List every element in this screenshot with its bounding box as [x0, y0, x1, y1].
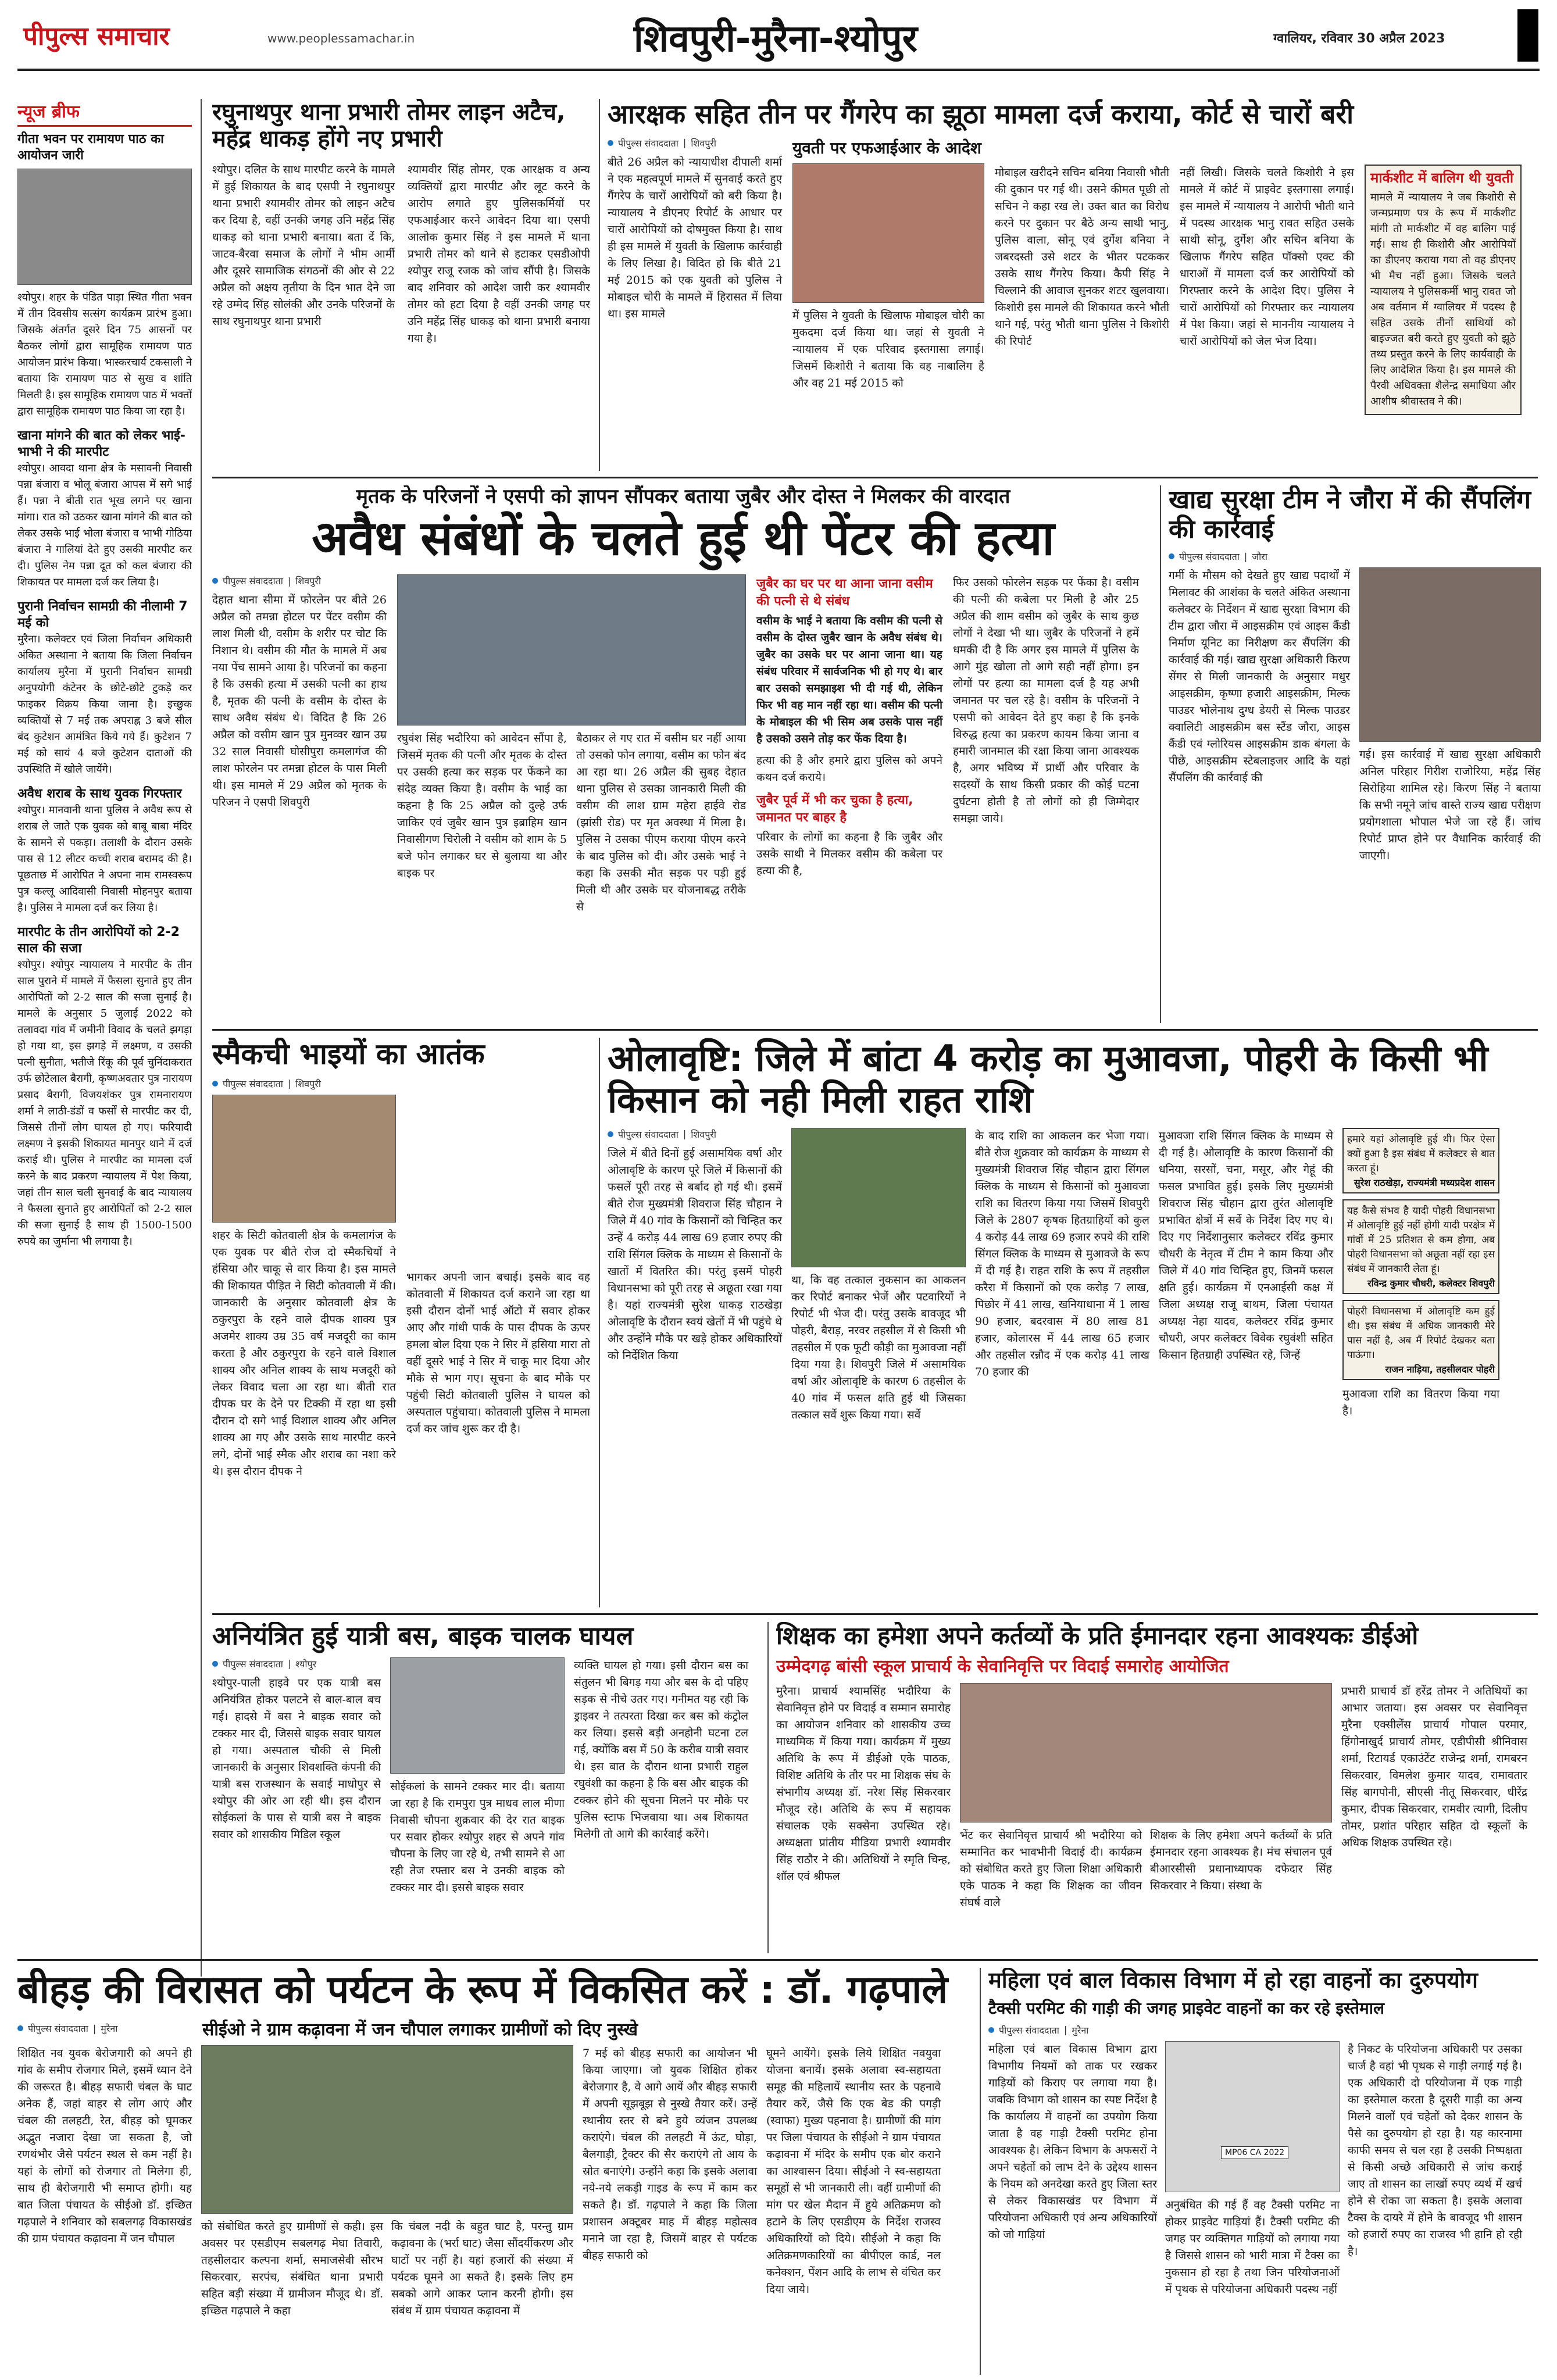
byline-dot-icon	[608, 1131, 613, 1137]
column-divider	[980, 1968, 981, 2375]
quote-text: हमारे यहां ओलावृष्टि हुई थी। फिर ऐसा क्यों हुआ है इस संबंध में कलेक्टर से बात करता हूं।	[1347, 1133, 1495, 1174]
masthead	[17, 7, 1540, 71]
story-column: घूमने आयेंगे। इसके लिये शिक्षित नवयुवा योजना बनायें। इसके अलावा स्व-सहायता समूह की महिलायें स्थानीय स्तर के पहनावे तैयार करें, जैसे कि एक बेड की पगड़ी (स्वाफा) मुख्य पहनावा है। ग्रामीणों की मांग पर जिला पंचायत के सीईओ ने ग्राम पंचायत कढ़ावना में मंदिर के समीप एक बोर कराने का आश्वासन दिया। सीईओ ने स्व-सहायता समूहों से भी जानकारी ली। वहीं ग्रामीणों की मांग पर खेल मैदान में हुये अतिक्रमण को हटाने के लिए एसडीएम के निर्देश राजस्व अधिकारियों को दिये। सीईओ ने कहा कि अतिक्रमणकारियों का बीपीएल कार्ड, नल कनेक्शन, पेंशन आदि के लाभ से वंचित कर दिया जाये।	[766, 2046, 941, 2296]
story-column: वसीम के भाई ने बताया कि वसीम की पत्नी से वसीम के दोस्त जुबैर खान के अवैध संबंध थे। जुबैर का उसके घर पर आना जाना था। यह संबंध परिवार में सार्वजनिक भी हो गए थे। बार बार उसको समझाइश भी दी गई थी, लेकिन फिर भी वह मान नहीं रहा था। वसीम की पत्नी के मोबाइल की भी सिम अब उसके पास नहीं है उसको उसने तोड़ कर फेंक दिया है।	[756, 614, 942, 746]
story-column: श्योपुर-पाली हाइवे पर एक यात्री बस अनियंत्रित होकर पलटने से बाल-बाल बच गई। हादसे में बस ने बाइक सवार को टक्कर मार दी, जिससे बाइक सवार घायल हो गया। अस्पताल चौकी से मिली जानकारी के अनुसार शिवशक्ति कंपनी की यात्री बस राजस्थान के सवाई माधोपुर से श्योपुर की ओर आ रही थी। इस दौरान सोईकलां के पास से यात्री बस ने बाइक सवार को शासकीय मिडिल स्कूल	[212, 1676, 381, 1841]
beehad-tourism-story	[17, 1968, 971, 2375]
byline-dot-icon	[212, 578, 218, 584]
story-headline[interactable]: स्मैकची भाइयों का आतंक	[212, 1038, 485, 1071]
brief-title: अवैध शराब के साथ युवक गिरफ्तार	[17, 787, 182, 801]
story-column: शिक्षक के लिए हमेशा अपने कर्तव्यों के प्रति ईमानदार रहना आवश्यक है। मंच संचालन पूर्व बीआरसीसी प्रधानाध्यापक दफेदार सिंह सिकरवार ने किया। संस्था के	[1150, 1829, 1332, 1893]
story-column: बैठाकर ले गए रात में वसीम घर नहीं आया तो उसको फोन लगाया, वसीम का फोन बंद आ रहा था। 26 अप्रैल की सुबह देहात थाना पुलिस से उसका जानकारी मिली की वसीम की लाश ग्राम महेरा हाईवे रोड (झांसी रोड) पर मृत अवस्था में मिला है। पुलिस ने उसका पीएम कराया पीएम करने के बाद पुलिस को दी। और उसके भाई ने कहा कि उसकी मौत सड़क पर पड़ी हुई मिली थी और उसके घर योजनाबद्ध तरीके से	[576, 732, 746, 914]
quote-box	[1342, 1199, 1499, 1294]
police-station-photo	[792, 163, 984, 303]
story-column: व्यक्ति घायल हो गया। इसी दौरान बस का संतुलन भी बिगड़ गया और बस के दो पहिए सड़क से नीचे उतर गए। गनीमत यह रही कि ड्राइवर ने तत्परता दिखा कर बस को कंट्रोल कर लिया। इससे बड़ी अनहोनी घटना टल गई, क्योंकि बस में 50 के करीब यात्री सवार थे। इस बात के दौरान थाना प्रभारी राहुल रघुवंशी का कहना है कि बस और बाइक की टक्कर होने की सूचना मिलने पर मौके पर पुलिस स्टाफ भिजवाया था। अब शिकायत मिलेगी तो आगे की कार्रवाई करेंगे।	[574, 1659, 748, 1841]
story-headline[interactable]: अवैध संबंधों के चलते हुई थी पेंटर की हत्या	[312, 511, 1055, 567]
brief-item	[17, 131, 192, 420]
story-column: देहात थाना सीमा में फोरलेन पर बीते 26 अप्रैल को तमन्ना होटल पर पेंटर वसीम की लाश मिली थी, वसीम के शरीर पर चोट कि निशान थे। वसीम की मौत के मामले में अब नया पेंच सामने आया है। परिजनों का कहना है कि उसकी हत्या में उसकी पत्नी का हाथ है, मृतक की पत्नी के वसीम के दोस्त के साथ अवैध संबंध थे। विदित है कि 26 अप्रैल को वसीम खान पुत्र मुनव्वर खान उम्र 32 साल निवासी घोसीपुरा कमलागंज की लाश फोरलेन पर तमन्ना होटल के पास मिली थी। इस मामले में 29 अप्रैल को मृतक के परिजन ने एसपी शिवपुरी	[212, 594, 387, 809]
story-column: को संबोधित करते हुए ग्रामीणों से कही। इस अवसर पर एसडीएम सबलगढ़ मेघा तिवारी, तहसीलदार कल्पना शर्मा, समाजसेवी सौरभ सिकरवार, सरपंच, संबंधित थाना प्रभारी सहित बड़ी संख्या में ग्रामीजन मौजूद थे। डॉ. इच्छित गढ़पाले ने कहा	[201, 2220, 383, 2317]
brief-body: मुरैना। कलेक्टर एवं जिला निर्वाचन अधिकारी अंकित अस्थाना ने बताया कि जिला निर्वाचन कार्यालय मुरैना में पुरानी निर्वाचन सामग्री अनुपयोगी कंटेनर के छोटे-छोटे टुकड़े कर फाइकर विक्रय किया जाना है। इच्छुक व्यक्तियों से 7 मई तक अपराह्न 3 बजे सील बंद कुटेशन आमंत्रित किये गये हैं। कुटेशन 7 मई को सायं 4 बजे कुटेशन दाताओं की उपस्थिति में खोले जायेंगे।	[17, 633, 192, 776]
brief-title: पुरानी निर्वाचन सामग्री की नीलामी 7 मई को	[17, 599, 188, 630]
food-safety-story	[1169, 485, 1541, 1023]
column-divider	[599, 1038, 600, 1607]
story-column: श्यामवीर सिंह तोमर, एक आरक्षक व अन्य व्यक्तियों द्वारा मारपीट और लूट करने के आरोप लगाते हुए पुलिसकर्मियों पर एफआईआर करने आवेदन दिया था। एसपी आलोक कुमार सिंह ने इस मामले में थाना प्रभारी तोमर को थाने से हटाकर एसडीओपी श्योपुर राजू रजक को जांच सौंपी है। जिसके बाद शनिवार को आदेश जारी कर श्यामवीर तोमर को हटा दिया है वहीं उनकी जगह पर उनि महेंद्र सिंह धाकड़ को थाना प्रभारी बनाया गया है।	[408, 163, 590, 345]
story-column: है निकट के परियोजना अधिकारी पर उसका चार्ज है वहां भी पृथक से गाड़ी लगाई गई है। एक अधिकारी दो परियोजना में एक गाड़ी का इस्तेमाल करता है दूसरी गाड़ी का अन्य मिलने वालों एवं चहेतों को देकर शासन के पैसे का दुरुपयोग हो रहा है। यह कारनामा काफी समय से चल रहा है उसकी निष्पक्षता से किसी अच्छे अधिकारी से जांच कराई जाए तो शासन का लाखों रुपए व्यर्थ में खर्च होने से रोका जा सकता है। इसके अलावा टैक्स के दायरे में होने के बावजूद भी शासन को हजारों रुपए का राजस्व भी हानि हो रही है।	[1348, 2042, 1522, 2258]
quote-author: सुरेश राठखेड़ा, राज्यमंत्री मध्यप्रदेश शासन	[1354, 1177, 1495, 1188]
byline-dot-icon	[17, 2025, 23, 2031]
column-divider	[1160, 485, 1161, 1023]
story-column: मुआवजा राशि सिंगल क्लिक के माध्यम से दी गई है। ओलावृष्टि के कारण किसानों की धनिया, सरसों, चना, मसूर, और गेहूं की फसल प्रभावित हुई। इसके लिए मुख्यमंत्री शिवराज सिंह चौहान द्वारा तुरंत ओलावृष्टि प्रभावित क्षेत्रों में सर्वे के निर्देश दिए गए थे। दिए गए निर्देशानुसार कलेक्टर रविंद्र कुमार चौधरी के नेतृत्व में टीम ने काम किया और जिले में 40 गांव चिन्हित हुए, जिनमें फसल क्षति हुई। कार्यक्रम में एनआईसी कक्ष में जिला अध्यक्ष राजू बाथम, जिला पंचायत अध्यक्ष नेहा यादव, कलेक्टर रविंद्र कुमार चौधरी, अपर कलेक्टर विवेक रघुवंशी सहित किसान हितग्राही उपस्थित रहे, जिन्हें	[1159, 1129, 1333, 1361]
story-column: मुआवजा राशि का वितरण किया गया है।	[1342, 1387, 1499, 1417]
story-column: श्योपुर। दलित के साथ मारपीट करने के मामले में हुई शिकायत के बाद एसपी ने रघुनाथपुर थाना प्रभारी श्यामवीर तोमर को लाइन अटैच कर दिया है, वहीं उनकी जगह उनि महेंद्र सिंह धाकड़ को थाना प्रभारी बनाया। बता दें कि, जाटव-बैरवा समाज के लोगों ने भीम आर्मी और दूसरे सामाजिक संगठनों की ओर से 22 अप्रैल को अक्षय तृतीया के दिन भात देने जा रहे उम्मेद सिंह सोलंकी और उनके परिजनों के साथ रघुनाथपुर थाना प्रभारी	[212, 163, 395, 328]
story-headline[interactable]: महिला एवं बाल विकास विभाग में हो रहा वाहनों का दुरुपयोग	[988, 1968, 1478, 1993]
story-headline[interactable]: खाद्य सुरक्षा टीम ने जौरा में की सैंपलिंग की कार्रवाई	[1169, 485, 1531, 544]
injured-man-photo	[212, 1095, 396, 1223]
story-headline[interactable]: आरक्षक सहित तीन पर गैंगरेप का झूठा मामला दर्ज कराया, कोर्ट से चारों बरी	[608, 99, 1354, 130]
story-column: के बाद राशि का आकलन कर भेजा गया। बीते रोज शुक्रवार को कार्यक्रम के माध्यम से मुख्यमंत्री शिवराज सिंह चौहान द्वारा सिंगल क्लिक के माध्यम से किसानों को मुआवजा राशि का वितरण किया गया जिसमें शिवपुरी जिले के 2807 कृषक हितग्राहियों को कुल 4 करोड़ 44 लाख 69 हजार रुपये की राशि सिंगल क्लिक के माध्यम से मुआवजे के रूप में दी गई है। राहत राशि के रूप में तहसील करैरा में किसानों को एक करोड़ 7 लाख, पिछोर में 41 लाख, खनियाधाना में 1 लाख 90 हजार, बदरवास में 80 लाख 81 हजार, कोलारस में 44 लाख 65 हजार और तहसील रन्नौद में एक करोड़ 41 लाख 70 हजार की	[975, 1129, 1149, 1378]
hail-compensation-story	[608, 1038, 1538, 1607]
brief-body: श्योपुर। शहर के पंडित पाड़ा स्थित गीता भवन में तीन दिवसीय सत्संग कार्यक्रम प्रारंभ हुआ। जिसके अंतर्गत दूसरे दिन 75 आसनों पर बैठकर लोगों द्वारा सामूहिक रामायण पाठ आयोजन प्रारंभ किया। भास्करचार्य टकसाली ने बताया कि रामायण पाठ से सुख व शांति मिलती है। इस सामूहिक रामायण पाठ में भक्तों द्वारा सामूहिक रामायण पाठ किया जा रहा है।	[17, 291, 192, 417]
corner-mark	[1517, 9, 1538, 62]
story-column: प्रभारी प्राचार्य डॉ हरेंद्र तोमर ने अतिथियों का आभार जताया। इस अवसर पर सेवानिवृत्त मुरैना एक्सीलेंस प्राचार्य गोपाल परमार, हिंगोनाखुर्द प्राचार्य तोमर, एडीपीसी श्रीनिवास शर्मा, रिटायर्ड एकाउंटेंट राजेन्द्र शर्मा, रामबरन सिकरवार, विमलेश कुमार यादव, रामावतार सिंह बागपोनी, सीएसी नीतू सिकरवार, धीरेंद्र कुमार, दीपक सिकरवार, रामवीर त्यागी, दिलीप तोमर, प्रशांत परिहार सहित दो स्कूलों के अधिक शिक्षक उपस्थित रहे।	[1341, 1685, 1527, 1850]
story-column: बीते 26 अप्रैल को न्यायाधीश दीपाली शर्मा ने एक महत्वपूर्ण मामले में सुनवाई करते हुए गैंगरेप के चारों आरोपियों को बरी किया है। न्यायालय ने डीएनए रिपोर्ट के आधार पर चारों आरोपियों को दोषमुक्त किया है। साथ ही इस मामले में युवती के खिलाफ कार्रवाही के लिए लिखा है। विदित हो कि बीते 21 मई 2015 को एक युवती को पुलिस ने मोबाइल चोरी के मामले में हिरासत में लिया था। इस मामले	[608, 155, 782, 320]
white-jeep-photo	[1165, 2041, 1340, 2192]
brief-item	[17, 924, 192, 1250]
byline: पीपुल्स संवाददाता | मुरैना	[17, 2017, 192, 2040]
section-divider	[212, 1613, 1538, 1615]
sidebar-body: मामले में न्यायालय ने जब किशोरी से जन्मप्रमाण पत्र के रूप में मार्कशीट मांगी तो मार्कशीट में वह बालिग पाई गई। साथ ही किशोरी और आरोपियों का डीएनए कराया गया तो वह डीएनए भी मैच नहीं हुआ। जिसके चलते न्यायालय ने पुलिसकर्मी भानु रावत जो अब वर्तमान में ग्वालियर में पदस्थ है सहित उसके तीनों साथियों को बाइज्जत बरी करते हुए युवती को झूठे तथ्य प्रस्तुत करने के लिए कार्यवाही के लिए आदेशित किया है। इस मामले की पैरवी अधिवक्ता शैलेन्द्र समाधिया और आशीष श्रीवास्तव ने की।	[1370, 191, 1516, 408]
section-divider	[212, 477, 1538, 478]
marksheet-sidebar	[1365, 165, 1522, 416]
bus-accident-story	[212, 1622, 759, 1953]
story-kicker: मृतक के परिजनों ने एसपी को ज्ञापन सौंपकर बताया जुबैर और दोस्त ने मिलकर की वारदात	[356, 485, 1010, 508]
quote-text: पोहरी विधानसभा में ओलावृष्टि कम हुई थी। इस संबंध में अधिक जानकारी मेरे पास नहीं है, अब मैं रिपोर्ट देखकर बता पाऊंगा।	[1347, 1305, 1495, 1361]
story-headline[interactable]: रघुनाथपुर थाना प्रभारी तोमर लाइन अटैच, महेंद्र धाकड़ होंगे नए प्रभारी	[212, 99, 566, 152]
story-column: अनुबंधित की गई हैं वह टैक्सी परमिट ना होकर प्राइवेट गाड़ियां हैं। टैक्सी परमिट की जगह पर व्यक्तिगत गाड़ियों को लगाया गया है जिससे शासन को भारी मात्रा में टैक्स का नुकसान हो रहा है तथा जिन परियोजनाओं में पृथक से परियोजना अधिकारी पदस्थ नहीं	[1165, 2198, 1340, 2296]
gangrape-story	[608, 99, 1538, 477]
section-divider	[17, 1959, 1538, 1961]
byline: पीपुल्स संवाददाता | जौरा	[1169, 550, 1541, 563]
quote-author: रविन्द्र कुमार चौधरी, कलेक्टर शिवपुरी	[1367, 1277, 1495, 1289]
story-column: मोबाइल खरीदने सचिन बनिया निवासी भौती की दुकान पर गई थी। उसने कीमत पूछी तो सचिन ने कहा रख ले। उक्त बात का विरोध करने पर दुकान पर बैठे अन्य साथी भानु, पुलिस वाला, सोनू एवं दुर्गेश बनिया ने जबरदस्ती उसे शटर के भीतर पटककर उसके साथ गैंगरेप किया। कैपी सिंह ने चिल्लाने की आवाज सुनकर शटर खुलवाया। किशोरी इस मामले की शिकायत करने भौती थाने गई, परंतु भौती थाना पुलिस ने किशोरी की रिपोर्ट	[995, 166, 1169, 348]
story-column: गई। इस कार्रवाई में खाद्य सुरक्षा अधिकारी अनिल परिहार गिरीश राजोरिया, महेंद्र सिंह सिरोहिया शामिल रहे। किरण सिंह ने बताया कि सभी नमूने जांच वास्ते राज्य खाद्य परीक्षण प्रयोगशाला भोपाल भेजे जा रहे हैं। जांच रिपोर्ट प्राप्त होने पर वैधानिक कार्रवाई की जाएगी।	[1359, 748, 1541, 863]
teacher-farewell-story	[776, 1622, 1538, 1953]
crop-field-photo	[791, 1128, 966, 1267]
quote-box	[1342, 1300, 1499, 1380]
byline: पीपुल्स संवाददाता | शिवपुरी	[212, 574, 387, 587]
brief-photo	[17, 169, 192, 285]
story-subhead: युवती पर एफआईआर के आदेश	[792, 138, 981, 158]
story-column: हत्या की है और हमारे द्वारा पुलिस को अपने कथन दर्ज कराये।	[756, 754, 942, 784]
story-column: कि चंबल नदी के बहुत घाट है, परन्तु ग्राम कढ़ावना के (भर्रा घाट) जैसा सौंदर्यीकरण और घाटों पर नहीं है। यहां हजारों की संख्या में पर्यटक घूमने आ सकते है। इसके लिए हम सबको आगे आकर प्लान करनी होगी। इस संबंध में ग्राम पंचायत कढ़ावना में	[391, 2220, 573, 2317]
story-column: सोईकलां के सामने टक्कर मार दी। बताया जा रहा है कि रामपुरा पुत्र माधव लाल मीणा निवासी चौपना शुक्रवार की देर रात बाइक पर सवार होकर श्योपुर शहर से अपने गांव चौपना के लिए जा रहे थे, तभी सामने से आ रही तेज रफ्तार बस ने उनकी बाइक को टक्कर मार दी। इससे बाइक सवार	[390, 1779, 565, 1894]
brief-body: श्योपुर। मानवानी थाना पुलिस ने अवैध रूप से शराब ले जाते एक युवक को बाबू बाबा मंदिर के सामने से पकड़ा। तलाशी के दौरान उसके पास से 12 लीटर कच्ची शराब बरामद की है। पूछताछ में आरोपित ने अपना नाम रामस्वरूप पुत्र कल्लू आदिवासी निवासी मोहनपुर बताया है। पुलिस ने मामला दर्ज कर लिया है।	[17, 804, 192, 914]
story-column: परिवार के लोगों का कहना है कि जुबैर और उसके साथी ने मिलकर वसीम की कबेला पर हत्या की है,	[756, 831, 942, 878]
injured-rider-photo	[390, 1657, 565, 1774]
byline: पीपुल्स संवाददाता | श्योपुर	[212, 1657, 381, 1670]
story-subhead: टैक्सी परमिट की गाड़ी की जगह प्राइवेट वाहनों का कर रहे इस्तेमाल	[988, 1998, 1384, 2018]
brief-item	[17, 786, 192, 916]
story-headline[interactable]: शिक्षक का हमेशा अपने कर्तव्यों के प्रति ईमानदार रहना आवश्यकः डीईओ	[776, 1622, 1419, 1650]
column-divider	[201, 99, 202, 1977]
story-column: भेंट कर सेवानिवृत्त प्राचार्य श्री भदौरिया को सम्मानित कर भावभीनी विदाई दी। कार्यक्रम को संबोधित करते हुए जिला शिक्षा अधिकारी एके पाठक ने कहा कि शिक्षक का जीवन संघर्ष वाले	[960, 1829, 1142, 1910]
byline: पीपुल्स संवाददाता | मुरैना	[988, 2024, 1540, 2036]
quote-author: राजन नाड़िया, तहसीलदार पोहरी	[1385, 1363, 1495, 1375]
story-headline[interactable]: ओलावृष्टि: जिले में बांटा 4 करोड़ का मुआवजा, पोहरी के किसी भी किसान को नही मिली राहत राशि	[608, 1038, 1488, 1121]
chaupal-photo	[201, 2045, 573, 2214]
story-column: 7 मई को बीहड़ सफारी का आयोजन भी किया जाएगा। जो युवक शिक्षित होकर बेरोजगार है, वे आगे आयें और बीहड़ सफारी में अपनी सूझबूझ से नुस्खे तैयार करें। उन्हें स्थानीय स्तर से बने हुये व्यंजन उपलब्ध कराएंगे। चंबल की तलहटी में ऊंट, घोड़ा, बैलगाड़ी, ट्रैक्टर की सैर कराएंगे तो आय के स्रोत बनाएंगे। उन्होंने कहा कि इसके अलावा नये-नये लकड़ी गाइड के रूप में काम कर सकते है। डॉ. गढ़पाले ने कहा कि जिला प्रशासन अक्टूबर माह में बीहड़ महोत्सव मनाने जा रहा है, जिसमें बाहर से पर्यटक बीहड़ सफारी को	[583, 2046, 757, 2262]
number-plate: MP06 CA 2022	[1221, 2146, 1288, 2159]
story-column: फिर उसको फोरलेन सड़क पर फेंका है। वसीम की पत्नी की कबेला पर मिली है और 25 अप्रैल की शाम वसीम को जुबैर के साथ कुछ लोगों ने देखा भी था। जुबैर के परिजनों ने हमें धमकी दी है कि अगर इस मामले में पुलिस के आगे मुंह खोला तो आगे सही नहीं होगा। इन लोगों पर हत्या का मामला दर्ज है यह अभी जमानत पर चल रहे है। वसीम के परिजनों ने एसपी को आवेदन देते हुए कहा है कि इनके विरुद्ध हत्या का प्रकरण कायम किया जाना व हमारी जानमाल की रक्षा किया जाना आवश्यक है, अगर भविष्य में प्रार्थी और परिवार के सदस्यों के साथ किसी प्रकार की कोई घटना दुर्घटना होती है तो लोगों को ही जिम्मेदार समझा जाये।	[953, 576, 1139, 826]
line-attach-story	[212, 99, 590, 471]
brief-title: मारपीट के तीन आरोपियों को 2-2 साल की सजा	[17, 925, 180, 956]
brief-title: गीता भवन पर रामायण पाठ का आयोजन जारी	[17, 132, 164, 163]
story-subhead: जुबैर का घर पर था आना जाना वसीम की पत्नी से थे संबंध	[756, 577, 933, 609]
brief-title: खाना मांगने की बात को लेकर भाई-भाभी ने की मारपीट	[17, 428, 185, 459]
byline-dot-icon	[988, 2027, 994, 2033]
story-column: गर्मी के मौसम को देखते हुए खाद्य पदार्थों में मिलावट की आशंका के चलते अंकित अस्थाना कलेक्टर के निर्देशन में खाद्य सुरक्षा विभाग की टीम द्वारा जौरा में आइसक्रीम एवं आइस कैंडी निर्माण यूनिट का निरीक्षण कर सैंपलिंग की कार्रवाई की गई। खाद्य सुरक्षा अधिकारी किरण सेंगर से मिली जानकारी के अनुसार मधुर आइसक्रीम, कृष्णा हजारी आइसक्रीम, मिल्क पाउडर भोलेनाथ दुग्ध डेयरी से मिल्क पाउडर क्वालिटी आइसक्रीम बस स्टैंड जौरा, आइस कैंडी एवं ग्लोरियस आइसक्रीम डाक बंगला के पीछे, आइसक्रीम स्टेबलाइजर आदि के यहां सैंपलिंग की कार्रवाई की	[1169, 569, 1350, 785]
news-brief-column	[17, 99, 192, 1977]
edition-title: शिवपुरी-मुरैना-श्योपुर	[634, 17, 917, 60]
story-column: शिक्षित नव युवक बेरोजगारी को अपने ही गांव के समीप रोजगार मिले, इसमें ध्यान देने की जरूरत है। बीहड़ सफारी चंबल के घाट अनेक हैं, जहां बाहर से लोग आएं और चंबल की तलहटी, रेत, बीहड़ को घूमकर अद्भुत नजारा देखा जा सकता है, जो रणथंभौर जैसे पर्यटन स्थल से कम नहीं है। यहां के लोगों को रोजगार तो मिलेगा ही, साथ ही बेरोजगारी भी समाप्त होगी। यह बात जिला पंचायत के सीईओ डॉ. इच्छित गढ़पाले ने शनिवार को सबलगढ़ विकासखंड की ग्राम पंचायत कढ़ावना में जन चौपाल	[17, 2046, 192, 2245]
brief-body: श्योपुर। श्योपुर न्यायालय ने मारपीट के तीन साल पुराने में मामले में फैसला सुनाते हुए तीन आरोपितों को 2-2 साल की सजा सुनाई है। मामले के अनुसार 5 जुलाई 2022 को तलावदा गांव में जमीनी विवाद के चलते झगड़ा हो गया था, इस झगड़े में लक्ष्मण, व उसकी पत्नी सुनीता, भतीजे रिंकू की पूर्व चुनिंदाकरात उर्फ छोटेलाल बैरागी, कृष्णअवतार पुत्र नारायण प्रसाद बैरागी, विजयशंकर पुत्र रामनारायण शर्मा ने लाठी-डंडों व फर्सों से मारपीट कर दी, जिससे तीनों लोग घायल हो गए। फरियादी लक्ष्मण ने इसकी शिकायत मानपुर थाने में दर्ज कराई थी। पुलिस ने मारपीट का मामला दर्ज करने के बाद प्रकरण न्यायालय में पेश किया, जहां तीन साल चली सुनवाई के बाद न्यायालय ने फैसला सुनाते हुए आरोपितों को 2-2 साल की सजा सुनाई है साथ ही 1500-1500 रुपये का जुर्माना भी लगाया है।	[17, 959, 192, 1248]
masthead-url[interactable]: www.peoplessamachar.in	[267, 31, 415, 45]
story-headline[interactable]: अनियंत्रित हुई यात्री बस, बाइक चालक घायल	[212, 1622, 634, 1651]
story-column: नहीं लिखी। जिसके चलते किशोरी ने इस मामले में कोर्ट में प्राइवेट इस्तगासा लगाई। इस मामले में न्यायालय ने आरोपी भौती थाने में पदस्थ आरक्षक भानु रावत सहित उसके साथी सोनू, दुर्गेश और सचिन बनिया के खिलाफ गैंगरेप सहित पॉक्सो एक्ट की धाराओं में मामला दर्ज कर आरोपियों को गिरफ्तार करने के आदेश दिए। पुलिस ने चारों आरोपियों को गिरफ्तार कर न्यायालय में पेश किया। जहां से माननीय न्यायालय ने चारों आरोपियों को जेल भेज दिया।	[1180, 166, 1354, 348]
story-column: मुरैना। प्राचार्य श्यामसिंह भदौरिया के सेवानिवृत्त होने पर विदाई व सम्मान समारोह का आयोजन शनिवार को शासकीय उच्च माध्यमिक में किया गया। कार्यक्रम में मुख्य अतिथि के रूप में डीईओ एके पाठक, विशिष्ट अतिथि के तौर पर मा शिक्षक संघ के संभागीय अध्यक्ष डॉ. नरेश सिंह सिकरवार मौजूद रहे। अतिथि के रूप में सहायक संचालक एके सक्सेना उपस्थित रहे। अध्यक्षता प्रांतीय मीडिया प्रभारी श्यामवीर सिंह राठौर ने की। अतिथियों ने स्मृति चिन्ह, शॉल एवं श्रीफल	[776, 1685, 951, 1884]
section-divider	[212, 1029, 1538, 1031]
byline: पीपुल्स संवाददाता | शिवपुरी	[608, 1128, 782, 1141]
inspection-photo	[1359, 567, 1541, 742]
byline-dot-icon	[1169, 553, 1174, 559]
brief-item	[17, 599, 192, 778]
story-headline[interactable]: बीहड़ की विरासत को पर्यटन के रूप में विकसित करें : डॉ. गढ़पाले	[17, 1968, 948, 2012]
farewell-ceremony-photo	[960, 1683, 1332, 1822]
story-subhead: सीईओ ने ग्राम कढ़ावना में जन चौपाल लगाकर ग्रामीणों को दिए नुस्खे	[202, 2019, 638, 2040]
brief-item	[17, 428, 192, 591]
story-column: था, कि वह तत्काल नुकसान का आकलन कर रिपोर्ट बनाकर भेजें और पटवारियों ने रिपोर्ट भी भेज दी। परंतु उसके बावजूद भी पोहरी, बैराड़, नरवर तहसील में से किसी भी तहसील में एक फूटी कौड़ी का मुआवजा नहीं दिया गया है। शिवपुरी जिले में असामयिक वर्षा और ओलावृष्टि के कारण 6 तहसील के 40 गांव में फसल क्षति हुई थी जिसका तत्काल सर्वे शुरू किया गया। सर्वे	[791, 1273, 966, 1421]
column-divider	[599, 99, 600, 471]
story-column: में पुलिस ने युवती के खिलाफ मोबाइल चोरी का मुकदमा दर्ज किया था। जहां से युवती ने न्यायालय में एक परिवाद इस्तगासा लगाई। जिसमें किशोरी ने बताया कि वह नाबालिग है और वह 21 मई 2015 को	[792, 309, 984, 389]
story-column: भागकर अपनी जान बचाई। इसके बाद वह कोतवाली में शिकायत दर्ज कराने जा रहा था इसी दौरान दोनों भाई ऑटो में सवार होकर आए और गांधी पार्क के पास दीपक के ऊपर हमला बोल दिया एक ने सिर में हसिया मारा तो वहीं दूसरे भाई ने सिर में चाकू मार दिया और मौके से भाग गए। सूचना के बाद मौके पर पहुंची सिटी कोतवाली पुलिस ने घायल को अस्पताल पहुंचाया। कोतवाली पुलिस ने मामला दर्ज कर जांच शुरू कर दी है।	[406, 1270, 590, 1435]
story-column: रघुवंश सिंह भदौरिया को आवेदन सौंपा है, जिसमें मृतक की पत्नी और मृतक के दोस्त पर उसकी हत्या कर सड़क पर फेंकने का संदेह व्यक्त किया है। वसीम के भाई का कहना है कि 25 अप्रैल को दुल्हे उर्फ जाकिर एवं जुबैर खान पुत्र इब्राहिम खान निवासीगण चिरोली ने वसीम को शाम के 5 बजे फोन लगाकर घर से बुलाया था और बाइक पर	[397, 732, 567, 880]
news-brief-label: न्यूज ब्रीफ	[17, 99, 192, 127]
smack-addicts-story	[212, 1038, 590, 1607]
column-divider	[767, 1622, 769, 1953]
family-memorandum-photo	[397, 574, 746, 726]
story-column: महिला एवं बाल विकास विभाग द्वारा विभागीय नियमों को ताक पर रखकर गाड़ियों को किराए पर लगाया गया है। जबकि विभाग को शासन का स्पष्ट निर्देश है कि कार्यालय में वाहनों का उपयोग किया जाता है वह गाड़ी टैक्सी परमिट होना आवश्यक है। लेकिन विभाग के अफसरों ने अपने चहेतों को लाभ देने के उद्देश्य शासन के नियम को अनदेखा करते हुए जिला स्तर से लेकर विकासखंड पर विभाग में परियोजना अधिकारी एवं अन्य अधिकारियों को जो गाड़ियां	[988, 2042, 1157, 2241]
vehicle-misuse-story	[988, 1968, 1540, 2375]
story-subhead: जुबैर पूर्व में भी कर चुका है हत्या, जमानत पर बाहर है	[756, 793, 913, 826]
byline-dot-icon	[608, 140, 613, 146]
story-subhead: उम्मेदगढ़ बांसी स्कूल प्राचार्य के सेवानिवृत्ति पर विदाई समारोह आयोजित	[776, 1656, 1229, 1677]
story-column: जिले में बीते दिनों हुई असामयिक वर्षा और ओलावृष्टि के कारण पूरे जिले में किसानों की फसलें पूरी तरह से बर्बाद हो गई थी। इसमें बीते रोज मुख्यमंत्री शिवराज सिंह चौहान ने जिले में 40 गांव के किसानों को चिन्हित कर उन्हें 4 करोड़ 44 लाख 69 हजार रुपए की राशि सिंगल क्लिक के माध्यम से किसानों के खातों में वितरित की। परंतु इसमें पोहरी विधानसभा को पूरी तरह से अछूता रखा गया है। यहां राज्यमंत्री सुरेश धाकड़ राठखेड़ा ओलावृष्टि के दौरान स्वयं खेतों में भी पहुंचे थे और उन्होंने मौके पर खड़े होकर अधिकारियों को निर्देशित किया	[608, 1146, 782, 1362]
quote-text: यह कैसे संभव है यादी पोहरी विधानसभा में ओलावृष्टि हुई नहीं होगी यादी परक्षेत्र में गांवों में 25 प्रतिशत से कम होगा, अब पोहरी विधानसभा को अछूता नहीं रहा इस संबंध में जानकारी लेता हूं।	[1347, 1205, 1495, 1275]
quote-box	[1342, 1128, 1499, 1193]
sidebar-title: मार्कशीट में बालिग थी युवती	[1370, 169, 1514, 186]
byline-dot-icon	[212, 1081, 218, 1087]
brief-body: श्योपुर। आवदा थाना क्षेत्र के मसावनी निवासी पन्ना बंजारा व भोलू बंजारा आपस में सगे भाई हैं। पन्ना ने बीती रात भूख लगने पर खाना मांगा। रात को उठकर खाना मांगने की बात को लेकर उसके भाई भोला बंजारा व भाभी गोठिया बंजारा ने गालियां देते हुए उसकी मारपीट कर दी। पुलिस नेम पन्ना दूत को कल बंजारा की शिकायत पर मामला दर्ज कर लिया है।	[17, 462, 192, 588]
masthead-logo[interactable]: पीपुल्स समाचार	[23, 22, 170, 51]
painter-murder-story	[212, 485, 1154, 1023]
byline-dot-icon	[212, 1661, 218, 1667]
byline: पीपुल्स संवाददाता | शिवपुरी	[608, 137, 782, 149]
dateline: ग्वालियर, रविवार 30 अप्रैल 2023	[1273, 31, 1445, 46]
byline: पीपुल्स संवाददाता | शिवपुरी	[212, 1077, 590, 1090]
story-column: शहर के सिटी कोतवाली क्षेत्र के कमलागंज के एक युवक पर बीते रोज दो स्मैकचियों ने हंसिया और चाकू से वार किया है। इस मामले की शिकायत पीड़ित ने सिटी कोतवाली में की। जानकारी के अनुसार कोतवाली क्षेत्र के ठकुरपुरा के रहने वाले दीपक शाक्य पुत्र अजमेर शाक्य उम्र 35 वर्ष मजदूरी का काम करता है और ठकुरपुरा के रहने वाले विशाल शाक्य और अनिल शाक्य के साथ मजदूरी को लेकर विवाद चला आ रहा था। बीती रात दीपक घर के देने पर टिक्की में रहा था इसी दौरान दो सगे भाई विशाल शाक्य और अनिल शाक्य आ गए और उसके साथ मारपीट करने लगे, दोनों भाई स्मैक और शराब का नशा करे थे। इस दौरान दीपक ने	[212, 1228, 396, 1478]
